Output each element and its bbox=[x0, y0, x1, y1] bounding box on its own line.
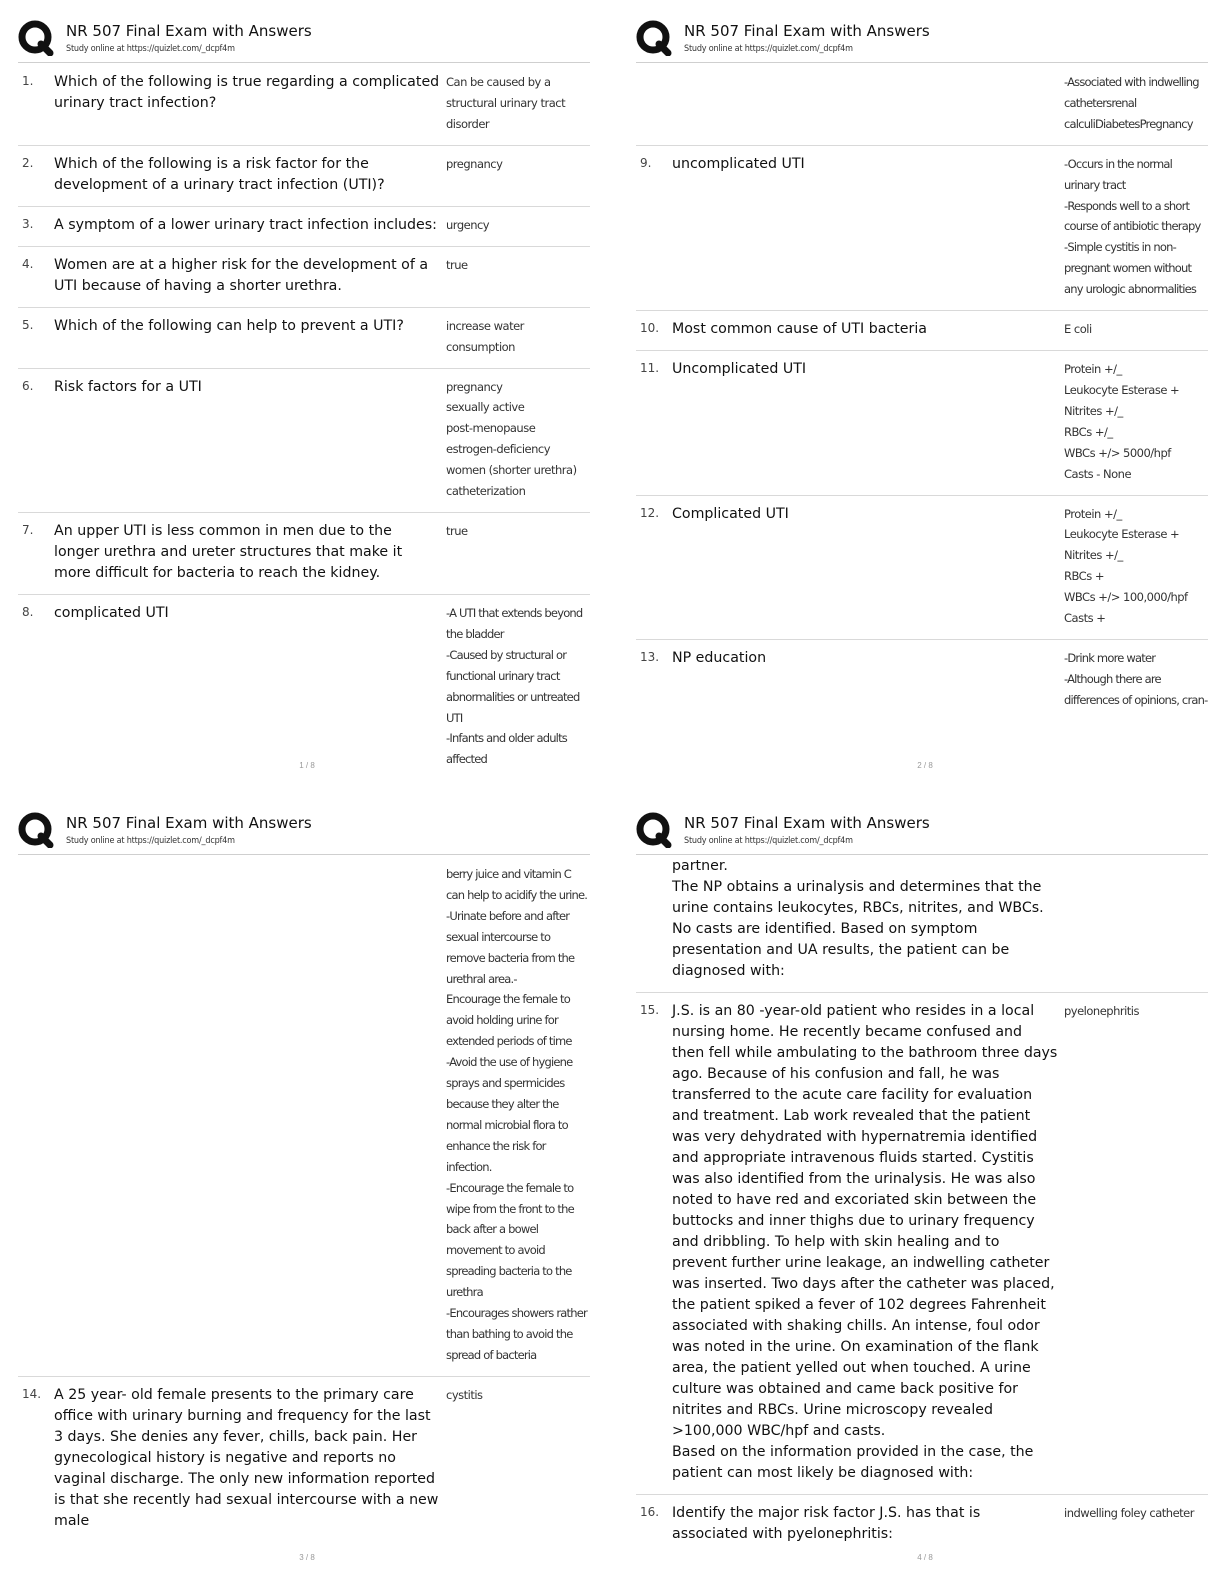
qa-row bbox=[636, 993, 1208, 1495]
question-number: 13. bbox=[640, 649, 660, 664]
qa-row bbox=[18, 369, 590, 513]
quizlet-logo-icon bbox=[636, 20, 672, 56]
answer-text: Protein +/_ Leukocyte Esterase + Nitrites +/_ RBCs +/_ WBCs +/> 5000/hpf Casts - None bbox=[1064, 362, 1180, 481]
question-number: 4. bbox=[22, 256, 34, 271]
question-text: Identify the major risk factor J.S. has that is associated with pyelonephritis: bbox=[672, 1505, 981, 1542]
qa-list bbox=[18, 856, 590, 1542]
document-title: NR 507 Final Exam with Answers bbox=[66, 22, 312, 40]
qa-row bbox=[18, 247, 590, 308]
question-number: 3. bbox=[22, 216, 34, 231]
question-number: 9. bbox=[640, 155, 652, 170]
answer-text: pregnancy sexually active post-menopause estrogen-deficiency women (shorter urethra) catheterization bbox=[446, 379, 577, 499]
question-text: NP education bbox=[672, 649, 767, 666]
page-1 bbox=[12, 10, 602, 780]
page-4 bbox=[630, 802, 1220, 1572]
qa-row bbox=[636, 351, 1208, 495]
answer-text: -Occurs in the normal urinary tract -Responds well to a short course of antibiotic therapy -Simple cystitis in non-pregnant women without any urologic abnormalities bbox=[1064, 156, 1201, 297]
answer-text: pyelonephritis bbox=[1064, 1004, 1139, 1018]
study-online-link[interactable]: Study online at https://quizlet.com/_dcpf4m bbox=[66, 44, 235, 54]
question-text: uncomplicated UTI bbox=[672, 155, 805, 172]
answer-text: cystitis bbox=[446, 1387, 483, 1402]
quizlet-logo-icon bbox=[18, 812, 54, 848]
qa-row-continued bbox=[636, 856, 1208, 993]
question-text: Which of the following can help to prevent a UTI? bbox=[54, 317, 404, 334]
answer-text: Can be caused by a structural urinary tract disorder bbox=[446, 75, 566, 131]
header-divider bbox=[18, 62, 590, 63]
qa-row bbox=[18, 207, 590, 247]
study-online-link[interactable]: Study online at https://quizlet.com/_dcpf4m bbox=[66, 836, 235, 846]
answer-text: -A UTI that extends beyond the bladder -Caused by structural or functional urinary tract abnormalities or untreated UTI -Infants and older adults affected bbox=[446, 605, 583, 767]
document-title: NR 507 Final Exam with Answers bbox=[684, 22, 930, 40]
question-text: Which of the following is true regarding a complicated urinary tract infection? bbox=[54, 74, 440, 111]
qa-row bbox=[636, 640, 1208, 721]
page-header bbox=[12, 10, 602, 62]
question-number: 5. bbox=[22, 317, 34, 332]
answer-text: berry juice and vitamin C can help to acidify the urine. -Urinate before and after sexual intercourse to remove bacteria from the urethral area.- Encourage the female to avoid holding urine for extended periods of time -Avoid the use of hygiene sprays and spermicides because they alter the normal microbial flora to enhance the risk for infection. -Encourage the female to wipe from the front to the back after a bowel movement to avoid spreading bacteria to the urethra -Encourages showers rather than bathing to avoid the spread of bacteria bbox=[446, 867, 588, 1362]
page-number: 3 / 8 bbox=[299, 1553, 315, 1562]
page-number: 4 / 8 bbox=[917, 1553, 933, 1562]
question-text: partner. The NP obtains a urinalysis and determines that the urine contains leukocytes, RBCs, nitrites, and WBCs. No casts are identified. Based on symptom presentation and UA results, the patient can be diagnosed with: bbox=[672, 858, 1044, 979]
question-text: Most common cause of UTI bacteria bbox=[672, 321, 927, 338]
header-divider bbox=[636, 854, 1208, 855]
question-number: 12. bbox=[640, 505, 660, 520]
study-online-link[interactable]: Study online at https://quizlet.com/_dcpf4m bbox=[684, 836, 853, 846]
qa-row bbox=[18, 513, 590, 595]
answer-text: -Drink more water -Although there are differences of opinions, cran- bbox=[1064, 650, 1208, 707]
qa-list bbox=[636, 64, 1208, 721]
qa-row bbox=[18, 595, 590, 780]
page-number: 1 / 8 bbox=[299, 761, 315, 770]
question-text: A 25 year- old female presents to the primary care office with urinary burning and frequency for the last 3 days. She denies any fever, chills, back pain. Her gynecological history is negative and reports no vaginal discharge. The only new information reported is that she recently had sexual intercourse with a new male bbox=[54, 1386, 439, 1529]
study-online-link[interactable]: Study online at https://quizlet.com/_dcpf4m bbox=[684, 44, 853, 54]
question-text: A symptom of a lower urinary tract infection includes: bbox=[54, 216, 437, 233]
question-text: Complicated UTI bbox=[672, 505, 789, 522]
page-header bbox=[12, 802, 602, 854]
question-number: 11. bbox=[640, 361, 660, 376]
page-2 bbox=[630, 10, 1220, 780]
qa-row bbox=[18, 308, 590, 369]
answer-text: Protein +/_ Leukocyte Esterase + Nitrites +/_ RBCs + WBCs +/> 100,000/hpf Casts + bbox=[1064, 506, 1188, 626]
document-title: NR 507 Final Exam with Answers bbox=[66, 814, 312, 832]
qa-row bbox=[18, 64, 590, 146]
page-number: 2 / 8 bbox=[917, 761, 933, 770]
page-header bbox=[630, 10, 1220, 62]
question-number: 7. bbox=[22, 522, 34, 537]
page-3 bbox=[12, 802, 602, 1572]
answer-text: -Associated with indwelling cathetersrenal calculiDiabetesPregnancy bbox=[1064, 75, 1199, 131]
qa-row bbox=[636, 496, 1208, 640]
page-header bbox=[630, 802, 1220, 854]
answer-text: indwelling foley catheter bbox=[1064, 1506, 1194, 1520]
question-number: 14. bbox=[22, 1386, 42, 1401]
question-text: J.S. is an 80 -year-old patient who resides in a local nursing home. He recently became confused and then fell while ambulating to the bathroom three days ago. Because of his confusion and fall, he was transferred to the acute care facility for evaluation and treatment. Lab work revealed that the patient was very dehydrated with hypernatremia identified and appropriate intravenous fluids started. Cystitis was also identified from the urinalysis. He was also noted to have red and excoriated skin between the buttocks and inner thighs due to urinary frequency and dribbling. To help with skin healing and to prevent further urine leakage, an indwelling catheter was inserted. Two days after the catheter was placed, the patient spiked a fever of 102 degrees Fahrenheit associated with shaking chills. An intense, foul odor was noted in the urine. On examination of the flank area, the patient yelled out when touched. A urine culture was obtained and came back positive for nitrites and RBCs. Urine microscopy revealed >100,000 WBC/hpf and casts. Based on the information provided in the case, the patient can most likely be diagnosed with: bbox=[672, 1003, 1058, 1481]
question-number: 8. bbox=[22, 604, 34, 619]
question-number: 2. bbox=[22, 155, 34, 170]
question-number: 15. bbox=[640, 1003, 660, 1017]
answer-text: true bbox=[446, 257, 468, 272]
qa-row bbox=[636, 146, 1208, 311]
answer-text: urgency bbox=[446, 217, 490, 232]
header-divider bbox=[636, 62, 1208, 63]
question-text: Uncomplicated UTI bbox=[672, 361, 807, 378]
question-number: 6. bbox=[22, 378, 34, 393]
document-title: NR 507 Final Exam with Answers bbox=[684, 814, 930, 832]
header-divider bbox=[18, 854, 590, 855]
question-text: Risk factors for a UTI bbox=[54, 378, 202, 395]
question-text: complicated UTI bbox=[54, 604, 169, 621]
question-text: Women are at a higher risk for the development of a UTI because of having a shorter urethra. bbox=[54, 256, 429, 294]
question-number: 16. bbox=[640, 1505, 660, 1519]
question-number: 10. bbox=[640, 321, 660, 336]
question-text: An upper UTI is less common in men due to the longer urethra and ureter structures that make it more difficult for bacteria to reach the kidney. bbox=[54, 522, 403, 581]
answer-text: true bbox=[446, 523, 468, 538]
qa-row-continued bbox=[18, 856, 590, 1377]
qa-row bbox=[636, 1495, 1208, 1555]
question-number: 1. bbox=[22, 74, 34, 88]
qa-list bbox=[636, 856, 1208, 1555]
qa-list bbox=[18, 64, 590, 780]
qa-row bbox=[18, 1377, 590, 1542]
answer-text: pregnancy bbox=[446, 156, 503, 171]
quizlet-logo-icon bbox=[18, 20, 54, 56]
quizlet-logo-icon bbox=[636, 812, 672, 848]
answer-text: E coli bbox=[1064, 322, 1092, 337]
qa-row bbox=[18, 146, 590, 207]
question-text: Which of the following is a risk factor for the development of a urinary tract infection (UTI)? bbox=[54, 155, 385, 193]
answer-text: increase water consumption bbox=[446, 318, 524, 354]
qa-row bbox=[636, 311, 1208, 351]
qa-row-continued bbox=[636, 64, 1208, 146]
